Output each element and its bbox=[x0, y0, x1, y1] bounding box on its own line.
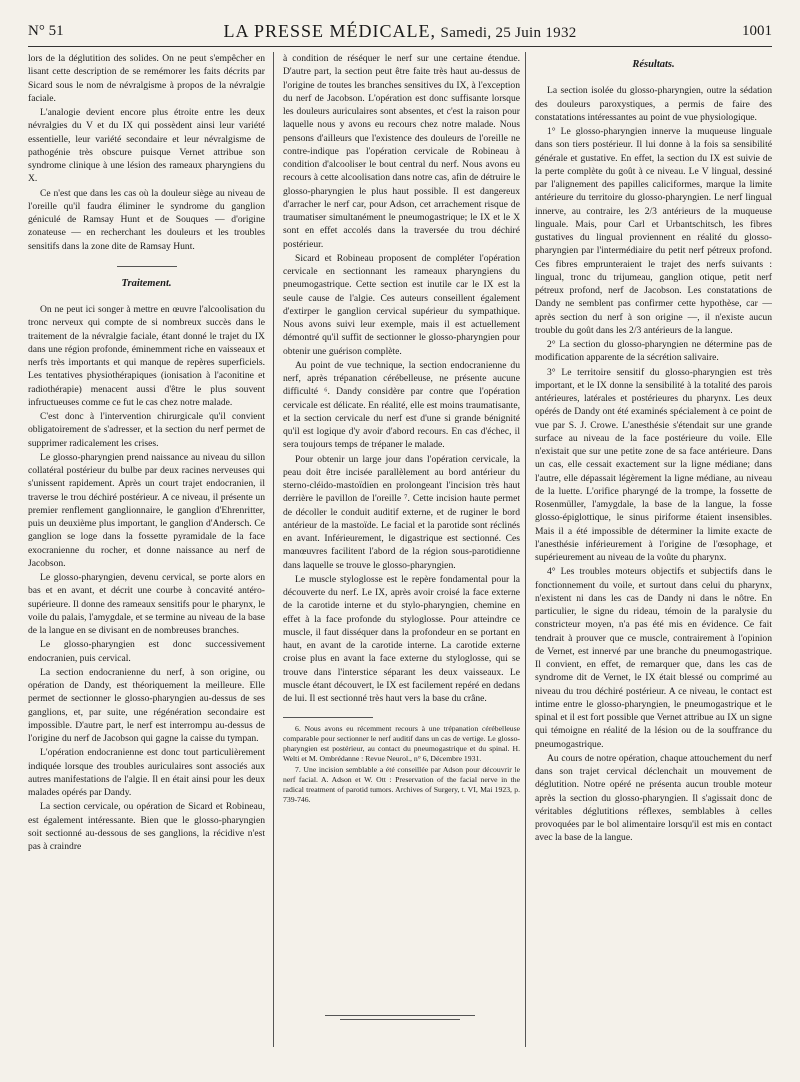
paragraph: C'est donc à l'intervention chirurgicale qu'il convient obligatoirement de s'adresser, et la section du nerf permet de supprimer radicalement les crises. bbox=[28, 411, 265, 449]
issue-date: Samedi, 25 Juin 1932 bbox=[440, 25, 577, 41]
page-header bbox=[28, 20, 772, 42]
paragraph: Le glosso-pharyngien est donc successivement endocranien, puis cervical. bbox=[28, 639, 265, 664]
column-divider-2 bbox=[525, 52, 526, 1047]
section-heading-resultats bbox=[535, 58, 772, 71]
paragraph: L'opération endocranienne est donc tout particulièrement indiquée lorsque des troubles auriculaires sont associés aux autres manifestations de l'algie. Il en était ainsi pour les deux malades opérés par Dandy. bbox=[28, 747, 265, 798]
newspaper-title: LA PRESSE MÉDICALE, bbox=[223, 21, 436, 41]
column-3 bbox=[535, 52, 772, 1062]
section-title: Traitement. bbox=[121, 277, 172, 289]
paragraph: On ne peut ici songer à mettre en œuvre l'alcoolisation du tronc nerveux qui compte de si nombreux succès dans le traitement de la névralgie faciale, étant donné le trajet du IX dans une région profonde, éminemment riche en vaisseaux et nerfs très importants et qui manque de repères superficiels. Les tentatives physiothérapiques (ionisation à l'aconitine et radiothérapie) menacent aussi d'être le plus souvent infructueuses comme ce fut le cas chez notre malade. bbox=[28, 304, 265, 408]
footnote-6: 6. Nous avons eu récemment recours à une trépanation cérébelleuse comparable pour sectionner le nerf auditif dans un cas de vertige. Le glosso-pharyngien est postérieur, au contact du pneumogastrique et du spinal. H. Welti et M. Ombrédanne : Revue Neurol., n° 6, Décembre 1931. bbox=[283, 724, 520, 764]
paragraph: Au point de vue technique, la section endocranienne du nerf, après trépanation cérébelleuse, ne présente aucune difficulté ⁶. Dandy considère par contre que l'opération cervicale est délicate. En réalité, elle est moins traumatisante, et la section cervicale du nerf est d'une si grande bénignité qu'il est logique d'y avoir d'abord recours. En cas d'échec, il sera toujours temps de trépaner le malade. bbox=[283, 359, 520, 451]
paragraph: Le glosso-pharyngien prend naissance au niveau du sillon collatéral postérieur du bulbe par deux racines nerveuses qui s'unissent rapidement. Après un court trajet endocranien, il traverse le trou déchiré postérieur. A ce niveau, il présente un premier renflement ganglionnaire, le ganglion d'Ehrenritter, puis un deuxième plus important, le ganglion d'Andersch. Ce ganglion se loge dans la fossette pyramidale de la face exocranienne du rocher, et donne naissance au nerf de Jacobson. bbox=[28, 451, 265, 569]
issue-number: N° 51 bbox=[28, 23, 64, 39]
paragraph: 1° Le glosso-pharyngien innerve la muqueuse linguale dans son tiers postérieur. Il lui donne à la fois sa sensibilité générale et gustative. En effet, la section du IX est suivie de la perte complète du goût à ce niveau. Le V lingual, dessiné par l'alignement des papilles caliciformes, marque la limite antérieure du territoire du glosso-pharyngien. Le nerf lingual innerve, au contraire, les 2/3 antérieurs de la muqueuse linguale. Mais, pour Carl et Urbantschitsch, les fibres gustatives du lingual proviennent en réalité du glosso-pharyngien par l'intermédiaire du petit nerf pétreux profond. Ces fibres emprunteraient le trajet des nerfs suivants : lingual, tronc du trijumeau, ganglion otique, petit nerf pétreux profond, nerf de Jacobson. Les constatations de Dandy ne semblent pas confirmer cette hypothèse, car — après section du nerf à son origine —, il n'existe aucun trouble du goût dans les 2/3 antérieurs de la langue. bbox=[535, 126, 772, 336]
paragraph: 2° La section du glosso-pharyngien ne détermine pas de modification apparente de la sécrétion salivaire. bbox=[535, 339, 772, 364]
paragraph: La section isolée du glosso-pharyngien, outre la sédation des douleurs paroxystiques, a permis de faire des constatations intéressantes au point de vue physiologique. bbox=[535, 85, 772, 123]
end-rule-double bbox=[340, 1019, 460, 1020]
paragraph: La section endocranienne du nerf, à son origine, ou opération de Dandy, est théoriquement la meilleure. Elle permet de sectionner le glosso-pharyngien au-dessus de ses ganglions, et, par suite, une régénération secondaire est impossible. D'autre part, le nerf est interrompu au-dessus de l'origine du nerf de Jacobson qui gagne la caisse du tympan. bbox=[28, 666, 265, 744]
header-rule bbox=[28, 46, 772, 47]
column-2 bbox=[283, 52, 520, 1052]
paragraph: lors de la déglutition des solides. On ne peut s'empêcher en lisant cette description de se remémorer les faits décrits par Sicard sous le nom de névralgisme à propos de la névralgie faciale. bbox=[28, 53, 265, 104]
paragraph: Pour obtenir un large jour dans l'opération cervicale, la peau doit être incisée parallèlement au bord antérieur du sterno-cléido-mastoïdien en prolongeant l'incision très haut derrière le pavillon de l'oreille ⁷. Cette incision haute permet de décoller le conduit auditif externe, et de ruginer le bord antérieur de la mastoïde. Le facial et la parotide sont réclinés en avant. Inférieurement, le digastrique est sectionné. Ces manœuvres facilitent l'abord de la région sous-parotidienne dans laquelle se trouve le glosso-pharyngien. bbox=[283, 453, 520, 571]
footnote-rule bbox=[283, 717, 373, 718]
section-rule bbox=[117, 266, 177, 267]
paragraph: 3° Le territoire sensitif du glosso-pharyngien est très important, et le IX donne la sensibilité à la totalité des parois antérieures, latérales et postérieures du pharynx. Les deux opérés de Dandy ont été examinés spécialement à ce point de vue par S. J. Crowe. L'anesthésie s'étendait sur une grande surface au niveau de la face postérieure du voile. Elle n'existait que sur une petite zone de sa face antérieure. Dans un cas, elle cessait exactement sur la ligne médiane; dans l'autre, elle dépassait légèrement la ligne médiane, au niveau de la luette. L'orifice pharyngé de la trompe, la fossette de Rosenmüller, l'amygdale, la base de la langue, la fosse glosso-épiglottique, le sinus piriforme étaient insensibles. Mais il a été impossible de déterminer la limite exacte de l'anesthésie inférieurement à l'origine de l'œsophage, et supérieurement au niveau de la voûte du pharynx. bbox=[535, 366, 772, 563]
column-divider-1 bbox=[273, 52, 274, 1047]
masthead bbox=[28, 20, 772, 44]
paragraph: Le muscle styloglosse est le repère fondamental pour la découverte du nerf. Le IX, après avoir croisé la face externe de la carotide interne et du stylo-pharyngien, chemine en effet à la face profonde du styloglosse. Pour atteindre ce muscle, il faut disséquer dans la profondeur en se portant en haut, en avant de la carotide interne. La carotide externe croise plus en avant la face externe du styloglosse, qui se trouve dans l'interstice séparant les deux vaisseaux. Le muscle étant découvert, le IX est facilement repéré en dedans de lui. Il est sectionné très haut vers la base du crâne. bbox=[283, 573, 520, 704]
paragraph: à condition de réséquer le nerf sur une certaine étendue. D'autre part, la section peut être faite très haut au-dessus de l'origine de toutes les branches sensitives du IX, à l'exception du nerf de Jacobson. L'opération est donc suffisante lorsque les douleurs auriculaires sont absentes, et c'est la raison pour laquelle nous y avons eu recours chez notre malade. Nous pensons d'ailleurs que l'existence des douleurs de l'oreille ne contre-indique pas l'opération cervicale de Robineau à condition d'alcooliser le bout central du nerf. Nous avons eu recours à cette alcoolisation dans notre cas, afin de détruire le glosso-pharyngien le plus haut possible. Il est dangereux d'arracher le nerf car, pour Adson, cet arrachement risque de traumatiser simultanément le pneumogastrique; le IX et le X sont en effet accolés dans la traversée du trou déchiré postérieur. bbox=[283, 53, 520, 250]
paragraph: L'analogie devient encore plus étroite entre les deux névralgies du V et du IX qui possèdent ainsi leur variété essentielle, leur variété secondaire et leur névralgisme de pathogénie très obscure puisque Vernet attribue son syndrome clinique à une lésion des rameaux pharyngiens du X. bbox=[28, 107, 265, 185]
paragraph: Le glosso-pharyngien, devenu cervical, se porte alors en bas et en avant, et décrit une courbe à concavité antéro-supérieure. Il donne des rameaux sensitifs pour le pharynx, le voile du palais, l'amygdale, et se termine au niveau de la base de la langue en se divisant en de nombreuses branches. bbox=[28, 572, 265, 636]
section-title: Résultats. bbox=[632, 59, 675, 70]
paragraph: 4° Les troubles moteurs objectifs et subjectifs dans le fonctionnement du voile, et surtout dans celui du pharynx, n'existent ni dans les cas de Dandy ni dans le nôtre. En particulier, le signe du rideau, témoin de la paralysie du constricteur moyen, n'a pas été mis en évidence. Ce fait tendrait à prouver que ce muscle, contrairement à l'opinion de Vernet, est innervé par une branche du pneumogastrique. Il convient, en effet, de remarquer que, dans les cas de syndrome dit de Vernet, le IX était blessé ou comprimé au niveau du trou déchiré postérieur. A ce niveau, le contact est intime entre le glosso-pharyngien, le pneumogastrique et le spinal et il est fort possible que Vernet attribue au IX un signe qui témoigne en réalité de la lésion ou de la souffrance du pneumogastrique. bbox=[535, 566, 772, 750]
column-1 bbox=[28, 52, 265, 1062]
paragraph: Sicard et Robineau proposent de compléter l'opération cervicale en sectionnant les rameaux pharyngiens du pneumogastrique. Cette section est inutile car le IX est la seule cause de l'algie. Ces auteurs conseillent également d'extirper le ganglion cervical supérieur du sympathique. Nous avons suivi leur exemple, mais il est actuellement démontré qu'il suffit de sectionner le glosso-pharyngien pour obtenir une guérison complète. bbox=[283, 252, 520, 357]
section-heading-traitement bbox=[28, 266, 265, 290]
page-folio: 1001 bbox=[742, 23, 772, 39]
end-rule bbox=[325, 1015, 475, 1016]
paragraph: Au cours de notre opération, chaque attouchement du nerf dans son trajet cervical déclenchait un mouvement de déglutition. Notre opéré ne présenta aucun trouble moteur après la section du glosso-pharyngien. Il s'agissait donc de véritables déglutitions réflexes, semblables à celles provoquées par le bol alimentaire lorsqu'il est mis en contact avec la base de la langue. bbox=[535, 752, 772, 844]
paragraph: La section cervicale, ou opération de Sicard et Robineau, est également intéressante. Bien que le glosso-pharyngien soit sectionné au-dessous de ses ganglions, la récidive n'est pas à craindre bbox=[28, 801, 265, 852]
paragraph: Ce n'est que dans les cas où la douleur siège au niveau de l'oreille qu'il faudra éliminer le syndrome du ganglion géniculé de Ramsay Hunt et de Souques — d'origine zonateuse — en recherchant les douleurs et les troubles sensitifs dans la zone dite de Ramsay Hunt. bbox=[28, 187, 265, 252]
footnote-7: 7. Une incision semblable a été conseillée par Adson pour découvrir le nerf facial. A. Adson et W. Ott : Preservation of the facial nerve in the radical treatment of parotid tumors. Archives of Surgery, t. VI, Mai 1923, p. 739-746. bbox=[283, 765, 520, 805]
